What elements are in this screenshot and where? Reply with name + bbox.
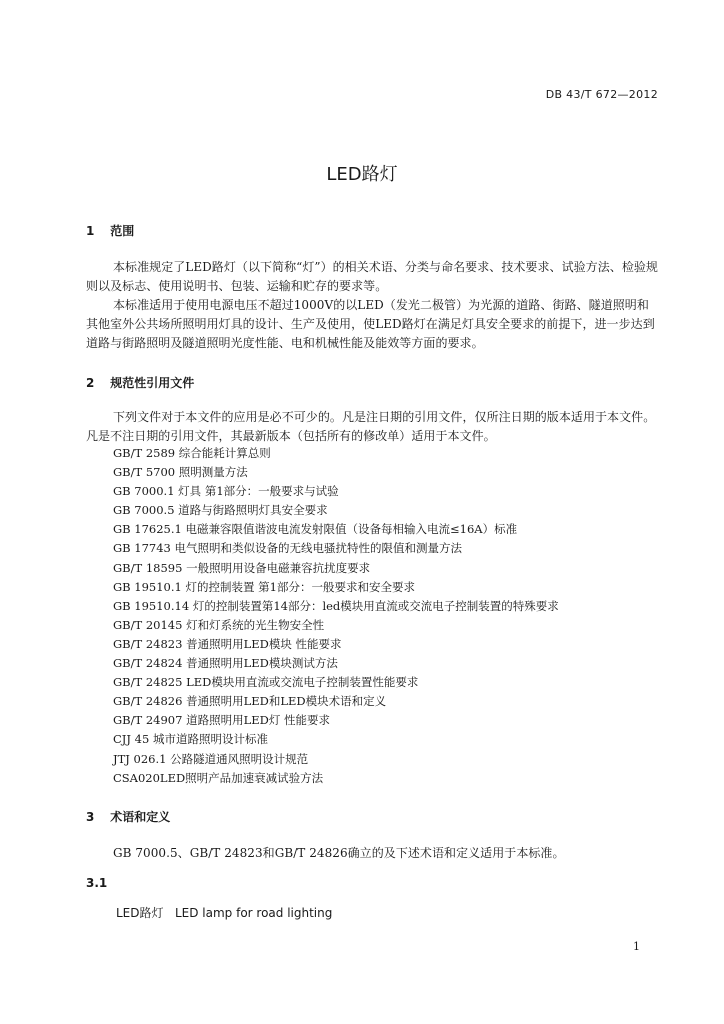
reference-item: GB 17743 电气照明和类似设备的无线电骚扰特性的限值和测量方法 xyxy=(113,541,463,556)
standard-code: DB 43/T 672—2012 xyxy=(545,88,658,101)
section-title: 范围 xyxy=(110,224,135,238)
term-entry xyxy=(116,904,332,921)
reference-item: GB/T 24826 普通照明用LED和LED模块术语和定义 xyxy=(113,694,387,709)
reference-item: GB/T 18595 一般照明用设备电磁兼容抗扰度要求 xyxy=(113,560,371,575)
document-title: LED路灯 xyxy=(326,164,398,185)
reference-item: GB/T 5700 照明测量方法 xyxy=(113,465,248,480)
subsection-number: 3.1 xyxy=(86,876,108,890)
reference-item: GB 19510.1 灯的控制装置 第1部分：一般要求和安全要求 xyxy=(113,579,415,594)
term-chinese: LED路灯 xyxy=(116,906,164,920)
section-number: 1 xyxy=(86,224,95,238)
reference-item: GB/T 2589 综合能耗计算总则 xyxy=(113,446,271,460)
reference-item: GB/T 24823 普通照明用LED模块 性能要求 xyxy=(113,636,342,651)
reference-item: GB/T 24825 LED模块用直流或交流电子控制装置性能要求 xyxy=(113,675,419,690)
term-english: LED lamp for road lighting xyxy=(174,906,333,920)
reference-item: GB/T 20145 灯和灯系统的光生物安全性 xyxy=(113,617,325,632)
reference-item: GB/T 24824 普通照明用LED模块测试方法 xyxy=(113,656,338,671)
reference-item: GB 7000.1 灯具 第1部分：一般要求与试验 xyxy=(113,484,339,499)
section-2-heading xyxy=(86,374,194,391)
section-3-heading xyxy=(86,808,170,825)
scope-paragraph-1: 本标准规定了LED路灯（以下简称“灯”）的相关术语、分类与命名要求、技术要求、试验方法、检验规则以及标志、使用说明书、包装、运输和贮存的要求等。 xyxy=(86,260,658,293)
reference-item: CJJ 45 城市道路照明设计标准 xyxy=(113,732,268,747)
reference-item: GB/T 24907 道路照明用LED灯 性能要求 xyxy=(113,713,330,728)
reference-item: CSA020LED照明产品加速衰减试验方法 xyxy=(113,770,324,785)
section-title: 规范性引用文件 xyxy=(110,376,195,390)
reference-item: GB 7000.5 道路与街路照明灯具安全要求 xyxy=(113,503,328,518)
terms-intro: GB 7000.5、GB/T 24823和GB/T 24826确立的及下述术语和定义适用于本标准。 xyxy=(113,846,565,860)
reference-item: JTJ 026.1 公路隧道通风照明设计规范 xyxy=(113,751,309,766)
scope-paragraph-2: 本标准适用于使用电源电压不超过1000V的以LED（发光二极管）为光源的道路、街路、隧道照明和其他室外公共场所照明用灯具的设计、生产及使用，使LED路灯在满足灯具安全要求的前提下，进一步达到道路与街路照明及隧道照明光度性能、电和机械性能及能效等方面的要求。 xyxy=(86,298,655,350)
reference-list xyxy=(113,444,559,788)
reference-item: GB 19510.14 灯的控制装置第14部分：led模块用直流或交流电子控制装置的特殊要求 xyxy=(113,598,559,613)
section-title: 术语和定义 xyxy=(110,810,171,824)
reference-item: GB 17625.1 电磁兼容限值谐波电流发射限值（设备每相输入电流≤16A）标准 xyxy=(113,522,518,537)
section-number: 3 xyxy=(86,810,95,824)
section-1-heading xyxy=(86,222,134,239)
page-number: 1 xyxy=(633,940,640,953)
section-number: 2 xyxy=(86,376,95,390)
references-intro: 下列文件对于本文件的应用是必不可少的。凡是注日期的引用文件，仅所注日期的版本适用于本文件。凡是不注日期的引用文件，其最新版本（包括所有的修改单）适用于本文件。 xyxy=(86,410,656,443)
